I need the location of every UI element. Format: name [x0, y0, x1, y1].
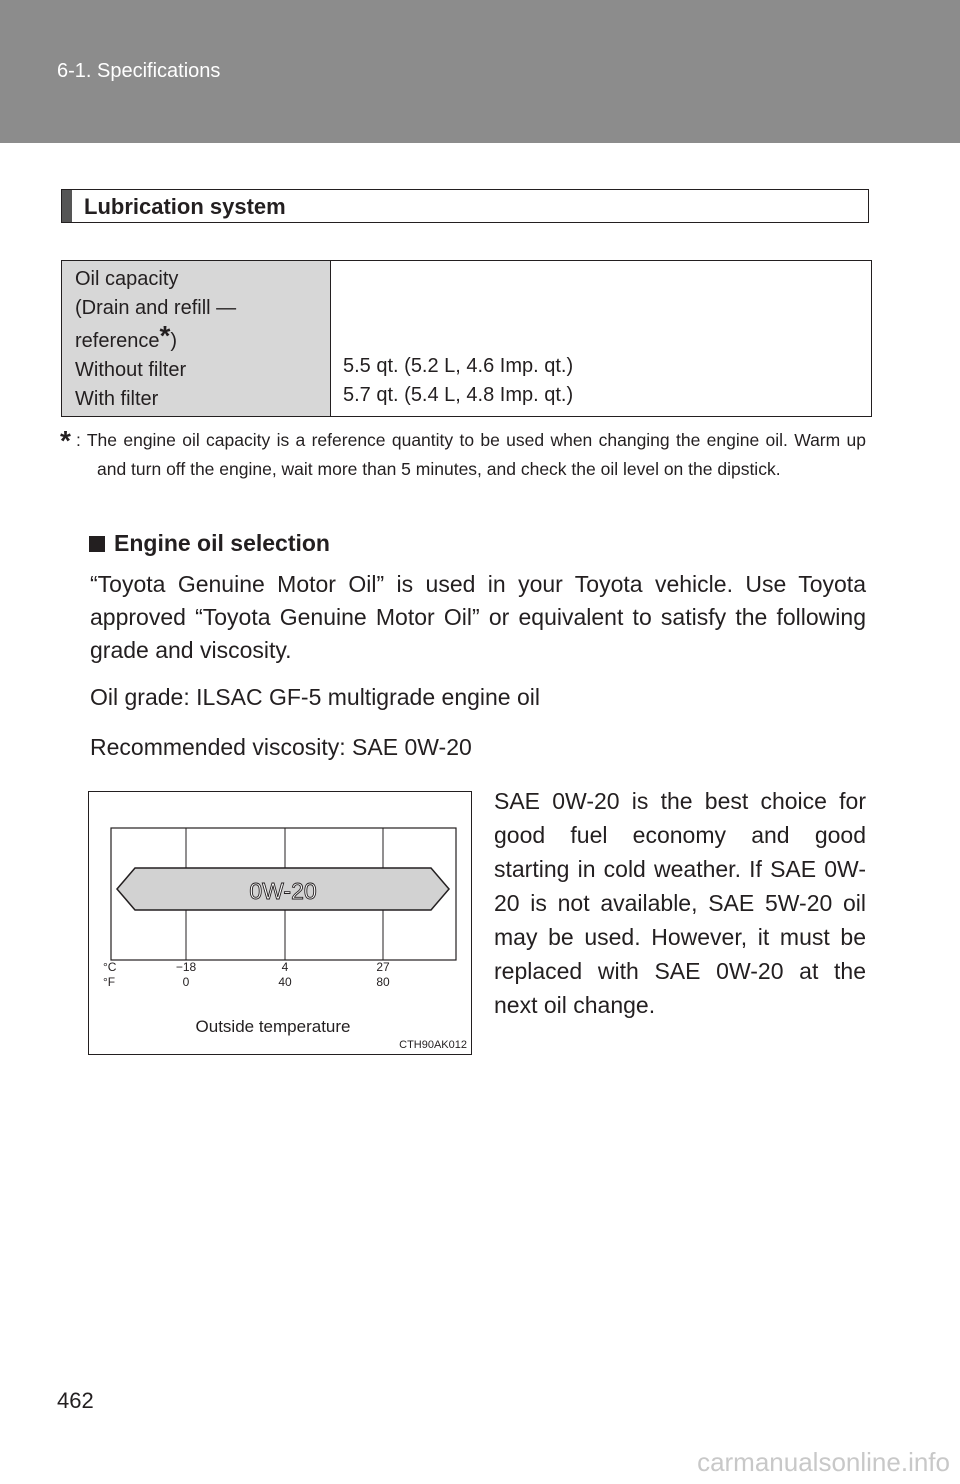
viscosity-line: Recommended viscosity: SAE 0W-20: [90, 734, 472, 760]
engine-oil-heading: [89, 530, 330, 557]
watermark: carmanualsonline.info: [697, 1447, 950, 1477]
page-header: [0, 0, 960, 143]
footnote-asterisk: *: [60, 425, 71, 456]
section-title-bar: [61, 189, 869, 223]
viscosity-chart-svg: [89, 792, 473, 1056]
oil-capacity-label-cell: [62, 261, 331, 416]
drain-refill-label: (Drain and refill —: [75, 297, 237, 319]
without-filter-label: Without filter: [75, 359, 187, 381]
tick-fahrenheit-0: 0: [182, 975, 190, 989]
tick-fahrenheit-80: 80: [376, 975, 390, 989]
tick-celsius-minus18: −18: [175, 960, 197, 974]
reference-label: reference*): [75, 320, 178, 352]
square-bullet-icon: [89, 536, 105, 552]
without-filter-value: 5.5 qt. (5.2 L, 4.6 Imp. qt.): [343, 355, 574, 377]
asterisk-marker: *: [159, 320, 171, 351]
capacity-footnote: [60, 426, 866, 484]
engine-oil-heading-text: Engine oil selection: [114, 530, 330, 556]
with-filter-value: 5.7 qt. (5.4 L, 4.8 Imp. qt.): [343, 384, 574, 406]
oil-capacity-label: Oil capacity: [75, 268, 179, 290]
section-breadcrumb: 6-1. Specifications: [57, 60, 221, 82]
section-title-tab: [62, 190, 72, 222]
with-filter-label: With filter: [75, 388, 159, 410]
section-title: Lubrication system: [84, 194, 286, 219]
engine-oil-intro: “Toyota Genuine Motor Oil” is used in your Toyota vehicle. Use Toyota approved “Toyota Genuine Motor Oil” or equivalent to satisfy the following grade and viscosity.: [90, 571, 866, 663]
viscosity-diagram: [88, 791, 472, 1055]
band-label: 0W-20: [249, 878, 317, 904]
tick-celsius-4: 4: [281, 960, 289, 974]
tick-fahrenheit-40: 40: [278, 975, 292, 989]
oil-capacity-table: [61, 260, 872, 417]
figure-code: CTH90AK012: [399, 1039, 467, 1051]
tick-celsius-27: 27: [376, 960, 390, 974]
unit-fahrenheit: °F: [103, 975, 116, 989]
unit-celsius: °C: [103, 960, 117, 974]
page-number: 462: [57, 1388, 94, 1413]
oil-capacity-value-cell: [331, 261, 871, 416]
axis-label: Outside temperature: [195, 1017, 351, 1036]
viscosity-explanation: SAE 0W-20 is the best choice for good fuel economy and good starting in cold weather. If SAE 0W-20 is not available, SAE 5W-20 oil may be used. However, it must be replaced with SAE 0W-20 at the next oil change.: [494, 788, 866, 1018]
footnote-text: : The engine oil capacity is a reference quantity to be used when changing the engine oil. Warm up and turn off the engine, wait more than 5 minutes, and check the oil level on the dipstick.: [76, 430, 866, 479]
oil-grade-line: Oil grade: ILSAC GF-5 multigrade engine oil: [90, 684, 540, 710]
